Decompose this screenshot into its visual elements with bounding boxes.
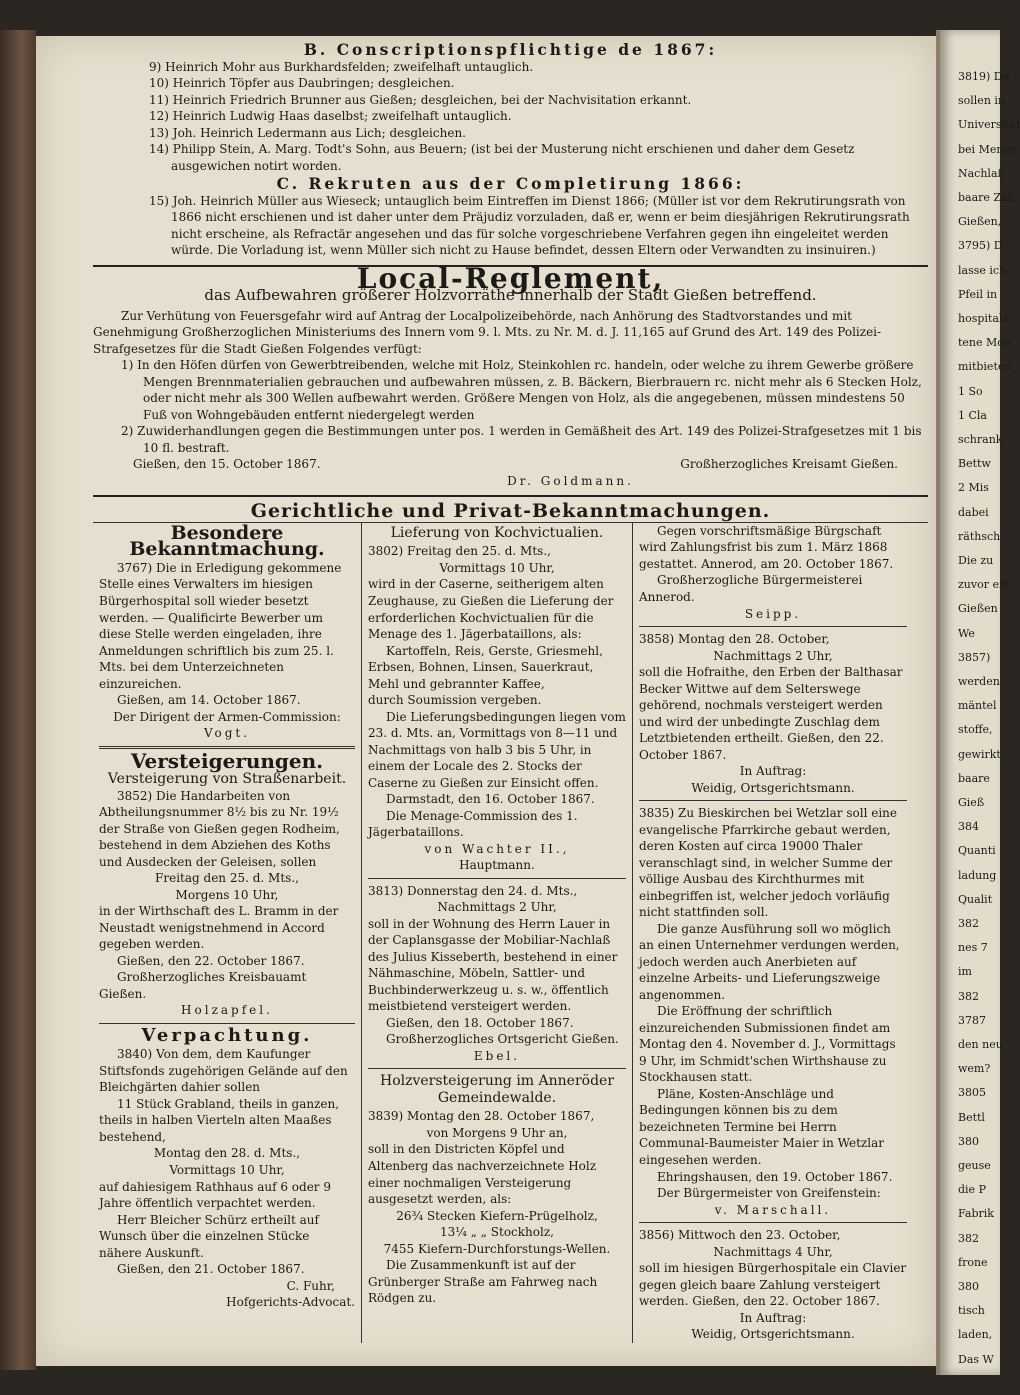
notice-authority: Großherzogliche Bürgermeisterei Annerod. [639,573,863,604]
notice-3852-body: in der Wirthschaft des L. Bramm in der Neustadt wenigstnehmend in Accord gegeben werden. [99,904,339,952]
reglement-date: Gießen, den 15. October 1867. [133,457,321,472]
wood-item: 26¾ Stecken Kiefern-Prügelholz, [396,1208,598,1223]
next-page-fragment: lasse ich [958,263,1007,277]
notice-continuation: Gegen vorschriftsmäßige Bürgschaft wird Zahlungsfrist bis zum 1. März 1868 gestattet. Annerod, am 20. October 1867. [639,523,894,571]
notice-3835-plans: Pläne, Kosten-Anschläge und Bedingungen können bis zu dem bezeichneten Termine bei Herrn Communal-Baumeister Maier in Wetzlar eingesehen werden. [639,1086,884,1167]
conscription-item: 14) Philipp Stein, A. Marg. Todt's Sohn, aus Beuern; (ist bei der Musterung nicht erschienen und daher dem Gesetz ausgewichen notirt worden. [149,142,855,173]
notice-signer: C. Fuhr, [286,1278,335,1293]
heading-recruits-c: C. Rekruten aus der Completirung 1866: [276,174,745,194]
conscription-item: 13) Joh. Heinrich Ledermann aus Lich; desgleichen. [149,125,466,140]
notice-date: Gießen, den 18. October 1867. [386,1015,574,1030]
divider [639,1222,907,1223]
next-page-fragment: schrank [958,433,1003,446]
notice-date: Darmstadt, den 16. October 1867. [386,792,595,807]
notice-3802-method: durch Soumission vergeben. [368,693,542,708]
next-page-fragment: Bettw [958,457,991,471]
next-page-fragment: stoffe, [958,723,993,737]
notice-3856: 3856) Mittwoch den 23. October, [639,1228,841,1243]
next-page-fragment: Gießen [958,602,998,616]
notice-signer: v. Marschall. [714,1202,832,1217]
next-page-fragment: im [958,965,972,979]
notice-3835-body: Die ganze Ausführung soll wo möglich an einen Unternehmer verdungen werden, jedoch werden auch Anerbieten auf einzelne Arbeits- und Lieferungszweige angenommen. [639,921,900,1002]
next-page-fragment: Die zu [958,554,994,567]
notice-date: Ehringshausen, den 19. October 1867. [657,1169,893,1184]
next-page-fragment: den neu [958,1038,1003,1051]
reglement-authority: Großherzogliches Kreisamt Gießen. [680,457,898,472]
next-page-fragment: 380 [958,1280,979,1293]
next-page-fragment: räthsch [958,529,1001,543]
notice-3802-conditions: Die Lieferungsbedingungen liegen vom 23. d. Mts. an, Vormittags von 8—11 und Nachmittags von halb 3 bis 5 Uhr, in einem der Locale des 2. Stocks der Caserne zu Gießen zur Einsicht offen. [368,709,626,790]
next-page-fragment: 3795) D [958,239,1003,253]
notice-signer: Vogt. [203,726,251,741]
next-page-fragment: Fabrik [958,1207,994,1221]
next-page-fragment: 382 [958,989,979,1003]
book-spine [0,30,36,1370]
reglement-point-2: 2) Zuwiderhandlungen gegen die Bestimmungen unter pos. 1 werden in Gemäßheit des Art. 149 des Polizei-Strafgesetzes mit 1 bis 10 fl. bestraft. [121,424,922,455]
next-page-fragment: werden [958,675,1000,688]
next-page-fragment: zuvor ein [958,578,1010,592]
section-title-lease: Verpachtung. [141,1024,313,1046]
next-page-fragment: ladung [958,868,997,882]
reglement-point-1: 1) In den Höfen dürfen von Gewerbtreibenden, welche mit Holz, Steinkohlen rc. handeln, oder welche zu ihrem Gewerbe größere Mengen Brennmaterialien gebrauchen und aufbewahren müssen, z. B. Bäckern, Bierbrauern rc. nicht mehr als 6 Stecken Holz, oder nicht mehr als 300 Wellen aufbewahrt werden. Größere Mengen von Holz, als die angegebenen, müssen mindestens 50 Fuß von Wohngebäuden entfernt niedergelegt werden [121,358,922,422]
notice-3767: 3767) Die in Erledigung gekommene Stelle eines Verwalters im hiesigen Bürgerhospital soll wieder besetzt werden. — Qualificirte Bewerber um diese Stelle werden eingeladen, ihre Anmeldungen schriftlich bis zum 25. l. Mts. bei dem Unterzeichneten einzureichen. [99,560,342,691]
notice-3839: 3839) Montag den 28. October 1867, [368,1109,595,1124]
notice-time-line: Nachmittags 2 Uhr, [437,900,557,915]
notice-date-line: Montag den 28. d. Mts., [153,1146,301,1161]
next-page-fragment: frone [958,1255,988,1269]
reglement-intro: Zur Verhütung von Feuersgefahr wird auf Antrag der Localpolizeibehörde, nach Anhörung des Stadtvorstandes und mit Genehmigung Großherzoglichen Ministeriums des Innern vom 9. l. Mts. zu Nr. M. d. J. 11,165 auf Grund des Art. 149 des Polizei-Strafgesetzes für die Stadt Gießen Folgendes verfügt: [93,308,882,356]
next-page-fragment: gewirkt [958,747,1001,761]
next-page-fragment: 384 [958,820,979,834]
notice-3840-body: auf dahiesigem Rathhaus auf 6 oder 9 Jahre öffentlich verpachtet werden. [99,1179,331,1211]
next-page-strip [940,30,1020,1375]
notice-signer: Weidig, Ortsgerichtsmann. [691,780,855,795]
column-1 [93,523,361,1343]
next-page-fragment: 1 So [958,384,983,398]
next-page-fragment: 382 [958,917,979,930]
divider [99,1023,355,1024]
next-page-fragment: tene Mob [958,336,1011,350]
divider [368,878,626,879]
next-page-fragment: Gießen, [958,215,1002,229]
notice-authority: Der Dirigent der Armen-Commission: [113,709,341,724]
next-page-fragment: 3857) [958,650,991,664]
next-page-fragment: 3787 [958,1013,986,1027]
notice-3802-body: wird in der Caserne, seitherigem alten Zeughause, zu Gießen die Lieferung der erforderlichen Kochvictualien für die Menage des 1. Jägerbataillons, als: [368,577,614,642]
next-page-fragment: dabei [958,505,989,519]
divider [639,626,907,627]
announcements-heading: Gerichtliche und Privat-Bekanntmachungen. [250,500,771,523]
conscription-item: 12) Heinrich Ludwig Haas daselbst; zweifelhaft untauglich. [149,109,512,124]
next-page-fragment: nes 7 [958,941,988,955]
next-page-fragment: laden, [958,1328,993,1342]
notice-date: Gießen, am 14. October 1867. [117,693,301,708]
notice-3813: 3813) Donnerstag den 24. d. Mts., [368,883,578,898]
notice-signer-role: In Auftrag: [739,1310,807,1325]
notice-3852: 3852) Die Handarbeiten von Abtheilungsnummer 8½ bis zu Nr. 19½ der Straße von Gießen gegen Rodheim, bestehend in dem Abziehen des Koths und Ausdecken der Geleisen, sollen [99,788,340,869]
next-page-fragment: 2 Mis [958,481,989,495]
notice-signer: Seipp. [744,606,802,621]
notice-3802-goods: Kartoffeln, Reis, Gerste, Griesmehl, Erbsen, Bohnen, Linsen, Sauerkraut, Mehl und gebrannter Kaffee, [368,643,603,691]
next-page-fragment: hospitals [958,312,1009,325]
page-content [93,42,928,1343]
conscription-item: 11) Heinrich Friedrich Brunner aus Gießen; desgleichen, bei der Nachvisitation erkannt. [149,92,692,107]
column-3 [632,523,913,1343]
notice-signer-role: Hauptmann. [459,858,535,873]
next-page-fragment: 382 [958,1231,979,1245]
next-page-fragment: wem? [958,1062,991,1076]
notice-signer-role: Hofgerichts-Advocat. [226,1295,355,1310]
next-page-fragment: tisch [958,1304,985,1318]
next-page-fragment: sollen in [958,94,1005,108]
notice-3840-info: Herr Bleicher Schürz ertheilt auf Wunsch über die einzelnen Stücke nähere Auskunft. [99,1212,319,1260]
notice-3858: 3858) Montag den 28. October, [639,632,830,647]
notice-3835: 3835) Zu Bieskirchen bei Wetzlar soll eine evangelische Pfarrkirche gebaut werden, deren Kosten auf circa 19000 Thaler veranschlagt sind, in welcher Summe der völlige Ausbau des Kirchthurmes mit einbegriffen ist, welcher jedoch vorläufig nicht stattfinden soll. [639,806,897,920]
notice-date-line: Freitag den 25. d. Mts., [155,871,299,886]
next-page-fragment: baare [958,771,990,785]
notice-signer: von Wachter II., [424,841,570,856]
notice-signer: Ebel. [473,1048,521,1063]
heading-conscription-b: B. Conscriptionspflichtige de 1867: [303,40,718,59]
notice-title: Besondere Bekanntmachung. [129,521,325,561]
next-page-fragment: die P [958,1183,986,1197]
next-page-fragment: Pfeil in [958,287,998,301]
next-page-fragment: 380 [958,1134,979,1148]
conscription-item: 9) Heinrich Mohr aus Burkhardsfelden; zweifelhaft untauglich. [149,59,534,74]
notice-3858-body: soll die Hofraithe, den Erben der Balthasar Becker Wittwe auf dem Selterswege gehörend, nochmals versteigert werden und wird der unbedingte Zuschlag dem Letztbietenden ertheilt. Gießen, den 22. October 1867. [639,665,903,762]
reglement-title: Local-Reglement, [356,261,665,295]
section-title-auctions: Versteigerungen. [130,748,324,773]
wood-item: 7455 Kiefern-Durchforstungs-Wellen. [383,1241,611,1256]
divider [93,495,928,497]
next-page-fragment: Quanti [958,844,996,858]
notice-time-line: von Morgens 9 Uhr an, [426,1125,568,1140]
notice-time-line: Vormittags 10 Uhr, [169,1163,285,1177]
next-page-fragment: Universität [958,118,1020,132]
notice-title: Lieferung von Kochvictualien. [390,524,604,541]
notice-title: Holzversteigerung im Anneröder Gemeindewalde. [379,1073,615,1106]
next-page-fragment: Nachlaß [958,166,1005,180]
reglement-subtitle: das Aufbewahren größerer Holzvorräthe innerhalb der Stadt Gießen betreffend. [204,286,817,305]
notice-3839-meeting: Die Zusammenkunft ist auf der Grünberger Straße am Fahrweg nach Rödgen zu. [368,1258,598,1306]
announcement-columns [93,523,928,1343]
recruit-item-15: 15) Joh. Heinrich Müller aus Wieseck; untauglich beim Eintreffen im Dienst 1866; (Müller ist vor dem Rekrutirungsrath von 1866 nicht erschienen und ist daher unter dem Präjudiz vorzuladen, daß er, wenn er beim diesjährigen Rekrutirungsrath nicht erscheine, als Refractär angesehen und das für solche vorgeschriebene Verfahren gegen ihn eingeleitet werden würde. Die Vorladung ist, wenn Müller sich nicht zu Hause befindet, dessen Eltern oder Verwandten zu insinuiren.) [149,193,910,258]
notice-date: Gießen, den 22. October 1867. [117,953,305,968]
next-page-fragment: Das W [958,1352,994,1366]
notice-authority: Die Menage-Commission des 1. Jägerbataillons. [368,808,578,840]
notice-signer: Weidig, Ortsgerichtsmann. [691,1327,855,1342]
notice-time-line: Nachmittags 4 Uhr, [713,1244,833,1259]
notice-time-line: Vormittags 10 Uhr, [439,560,555,575]
next-page-fragment: Qualit [958,892,993,906]
next-page-fragment: Bettl [958,1110,985,1124]
notice-subtitle: Versteigerung von Straßenarbeit. [107,771,347,788]
next-page-fragment: 1 Cla [958,408,987,422]
notice-3839-body: soll in den Districten Köpfel und Altenberg das nachverzeichnete Holz einer nochmaligen Versteigerung ausgesetzt werden, als: [368,1142,597,1207]
next-page-fragment: mitbieten [958,360,1012,374]
next-page-fragment: 3819) De [958,70,1010,83]
notice-3856-body: soll im hiesigen Bürgerhospitale ein Clavier gegen gleich baare Zahlung versteigert werden. Gießen, den 22. October 1867. [639,1261,907,1309]
notice-signer: Holzapfel. [181,1003,273,1018]
next-page-fragment: mäntel [958,699,997,713]
notice-authority: Großherzogliches Kreisbauamt Gießen. [99,970,307,1001]
next-page-fragment: geuse [958,1159,991,1172]
wood-item: 13¼ „ „ Stockholz, [440,1225,554,1240]
notice-3835-opening: Die Eröffnung der schriftlich einzureichenden Submissionen findet am Montag den 4. November d. J., Vormittags 9 Uhr, im Schmidt'schen Wirthshause zu Stockhausen statt. [639,1004,896,1085]
next-page-fragment: Gieß [958,796,985,809]
notice-3840-items: 11 Stück Grabland, theils in ganzen, theils in halben Vierteln alten Maaßes bestehend, [99,1096,340,1144]
notice-signer-role: In Auftrag: [739,764,807,779]
notice-3813-body: soll in der Wohnung des Herrn Lauer in der Caplansgasse der Mobiliar-Nachlaß des Julius Kisseberth, bestehend in einer Nähmaschine, Möbeln, Sattler- und Buchbinderwerkzeug u. s. w., öffentlich meistbietend versteigert werden. [368,916,618,1014]
notice-time-line: Nachmittags 2 Uhr, [713,648,833,663]
conscription-list [93,59,928,175]
reglement-signer: Dr. Goldmann. [507,473,634,488]
next-page-fragment: We [958,626,975,640]
divider [368,1068,626,1069]
notice-authority: Großherzogliches Ortsgericht Gießen. [386,1032,619,1047]
notice-time-line: Morgens 10 Uhr, [175,887,279,902]
conscription-item: 10) Heinrich Töpfer aus Daubringen; desgleichen. [149,76,455,91]
notice-date: Gießen, den 21. October 1867. [117,1262,305,1277]
notice-3802: 3802) Freitag den 25. d. Mts., [368,544,551,559]
column-2 [361,523,632,1343]
next-page-fragment: bei Menge [958,142,1017,156]
next-page-fragment: 3805 [958,1086,986,1100]
divider [639,800,907,801]
reglement-signature [93,456,928,473]
notice-3840: 3840) Von dem, dem Kaufunger Stiftsfonds zugehörigen Gelände auf den Bleichgärten dahier sollen [99,1047,348,1095]
next-page-fragment: baare Zah [958,191,1015,204]
notice-authority: Der Bürgermeister von Greifenstein: [657,1186,881,1201]
